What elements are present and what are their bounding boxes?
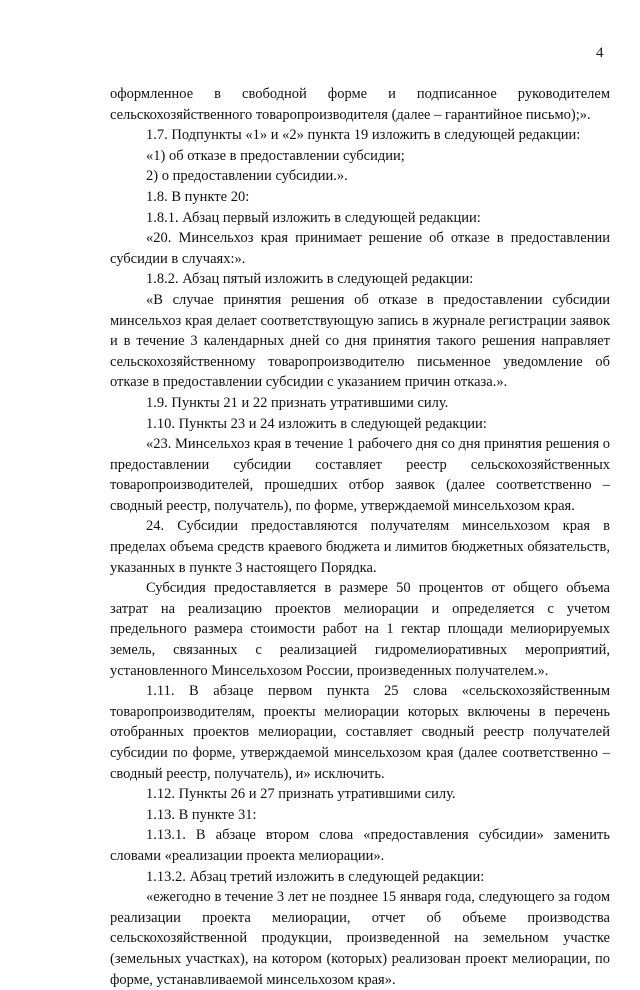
page-number: 4 [596, 45, 604, 61]
paragraph: 1.13. В пункте 31: [146, 806, 257, 823]
paragraph: 1.7. Подпункты «1» и «2» пункта 19 изложить в следующей редакции: [146, 127, 581, 144]
paragraph: 24. Субсидии предоставляются получателям минсельхозом края в пределах объема средств краевого бюджета и лимитов бюджетных обязательств, указанных в пункте 3 настоящего Порядка. [110, 518, 610, 576]
paragraph: 1.10. Пункты 23 и 24 изложить в следующей редакции: [146, 415, 487, 432]
paragraph: 1.9. Пункты 21 и 22 признать утратившими силу. [146, 394, 449, 411]
paragraph: Субсидия предоставляется в размере 50 процентов от общего объема затрат на реализацию проектов мелиорации и определяется с учетом предельного размера стоимости работ на 1 гектар площади мелиорируемых земель, связанных с реализацией гидромелиоративных мероприятий, установленного Минсельхозом России, произведенных получателем.». [110, 580, 610, 679]
paragraph: 1.8. В пункте 20: [146, 188, 250, 205]
document-body [110, 84, 610, 990]
paragraph: «23. Минсельхоз края в течение 1 рабочего дня со дня принятия решения о предоставлении субсидии составляет реестр сельскохозяйственных товаропроизводителей, прошедших отбор заявок (далее соответственно – сводный реестр, получатель), по форме, утверждаемой минсельхозом края. [110, 436, 610, 514]
paragraph: «В случае принятия решения об отказе в предоставлении субсидии минсельхоз края делает соответствующую запись в журнале регистрации заявок и в течение 3 календарных дней со дня принятия такого решения направляет сельскохозяйственному товаропроизводителю письменное уведомление об отказе в предоставлении субсидии с указанием причин отказа.». [110, 291, 610, 391]
paragraph: «20. Минсельхоз края принимает решение об отказе в предоставлении субсидии в случаях:». [110, 230, 610, 267]
paragraph: 1.8.1. Абзац первый изложить в следующей редакции: [146, 209, 481, 226]
paragraph: 2) о предоставлении субсидии.». [146, 168, 348, 185]
paragraph: 1.13.2. Абзац третий изложить в следующей редакции: [146, 868, 485, 885]
paragraph: 1.8.2. Абзац пятый изложить в следующей редакции: [146, 271, 474, 288]
paragraph: 1.13.1. В абзаце втором слова «предоставления субсидии» заменить словами «реализации проекта мелиорации». [110, 827, 610, 864]
paragraph: оформленное в свободной форме и подписанное руководителем сельскохозяйственного товаропроизводителя (далее – гарантийное письмо);». [110, 86, 610, 123]
paragraph: 1.12. Пункты 26 и 27 признать утратившими силу. [146, 786, 456, 803]
paragraph: 1.11. В абзаце первом пункта 25 слова «сельскохозяйственным товаропроизводителям, проекты мелиорации которых включены в перечень отобранных проектов мелиорации, составляет сводный реестр получателей субсидии по форме, утверждаемой минсельхозом края (далее соответственно – сводный реестр, получатель), и» исключить. [110, 683, 610, 782]
paragraph: «1) об отказе в предоставлении субсидии; [146, 147, 405, 164]
paragraph: «ежегодно в течение 3 лет не позднее 15 января года, следующего за годом реализации проекта мелиорации, отчет об объеме производства сельскохозяйственной продукции, произведенной на земельном участке (земельных участках), на котором (которых) реализован проект мелиорации, по форме, устанавливаемой минсельхозом края». [110, 889, 610, 988]
